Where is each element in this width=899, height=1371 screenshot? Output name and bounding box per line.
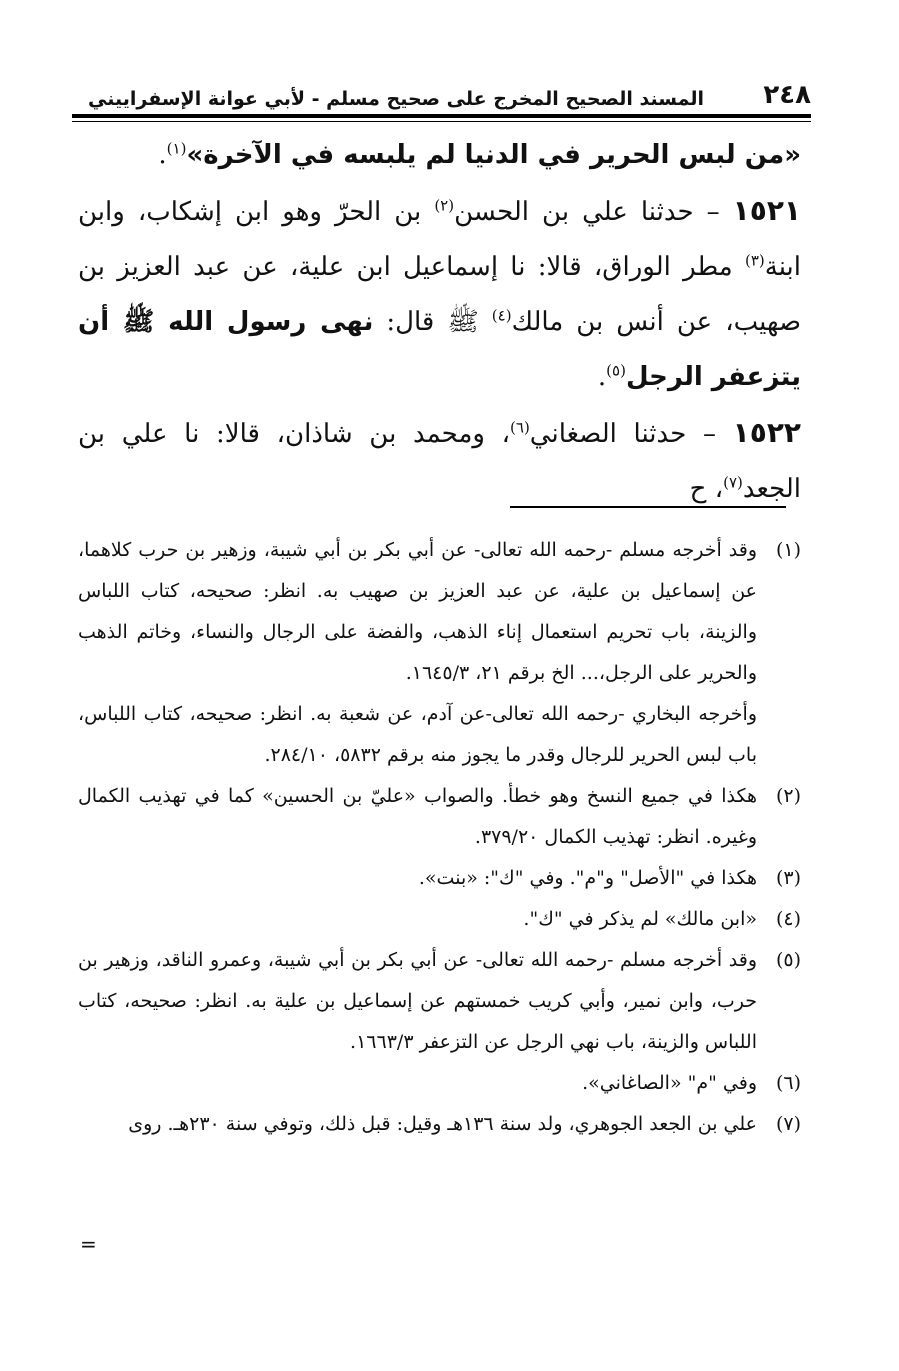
footnote-text: «ابن مالك» لم يذكر في "ك". xyxy=(523,908,757,930)
hadith-1521-chain-c: مطر الوراق، قالا: نا إسماعيل ابن علية، عن عبد العزيز بن صهيب، عن أنس بن مالك xyxy=(78,252,802,337)
hadith-quote: «من لبس الحرير في الدنيا لم يلبسه في الآخرة» xyxy=(186,140,801,170)
hadith-number-1521: ١٥٢١ xyxy=(732,194,801,227)
footnote-text: وقد أخرجه مسلم -رحمه الله تعالى- عن أبي بكر بن أبي شيبة، وزهير بن حرب كلاهما، عن إسماعيل بن علية، عن عبد العزيز بن صهيب به. انظر: صحيحه، كتاب اللباس والزينة، باب تحريم استعمال إناء الذهب، والفضة على الرجال والنساء، وخاتم الذهب والحرير على الرجل،... الخ برقم ٢١، ١٦٤٥/٣. xyxy=(78,539,757,684)
footnote-ref-4: (٤) xyxy=(491,306,512,325)
footnote-text: هكذا في "الأصل" و"م". وفي "ك": «بنت». xyxy=(418,867,757,889)
header-rule-thin xyxy=(72,121,811,122)
hadith-number-1522: ١٥٢٢ xyxy=(732,416,801,449)
header-rule-thick xyxy=(72,114,811,118)
footnote-label: (٤) xyxy=(775,908,801,930)
footnote-ref-1: (١) xyxy=(166,139,187,158)
footnote-text: علي بن الجعد الجوهري، ولد سنة ١٣٦هـ وقيل: قبل ذلك، وتوفي سنة ٢٣٠هـ. روى xyxy=(128,1113,757,1135)
page-header xyxy=(88,70,811,110)
hadith-1521-chain-a: – حدثنا علي بن الحسن xyxy=(454,197,720,227)
footnote-label: (٦) xyxy=(775,1072,801,1094)
footnote-ref-6: (٦) xyxy=(510,418,530,437)
period: . xyxy=(597,362,607,392)
footnote-text: هكذا في جميع النسخ وهو خطأ. والصواب «عليّ بن الحسين» كما في تهذيب الكمال وغيره. انظر: تهذيب الكمال ٣٧٩/٢٠. xyxy=(78,785,757,848)
footnote-1 xyxy=(78,530,801,694)
hadith-1521-chain-b: بن الحرّ وهو ابن إشكاب، وابن ابنة xyxy=(78,197,801,282)
hadith-1522-chain-c: ، ح xyxy=(689,474,724,504)
period: . xyxy=(158,140,167,170)
footnote-2 xyxy=(78,776,801,858)
footnote-label: (٧) xyxy=(775,1113,801,1135)
footnote-text: وفي "م" «الصاغاني». xyxy=(582,1072,757,1094)
running-title: المسند الصحيح المخرج على صحيح مسلم - لأبي عوانة الإسفراييني xyxy=(88,88,704,110)
footnote-text: وقد أخرجه مسلم -رحمه الله تعالى- عن أبي بكر بن أبي شيبة، وعمرو الناقد، وزهير بن حرب، وابن نمير، وأبي كريب خمستهم عن إسماعيل بن علية به. انظر: صحيحه، كتاب اللباس والزينة، باب نهي الرجل عن التزعفر ١٦٦٣/٣. xyxy=(78,949,757,1053)
footnote-5 xyxy=(78,940,801,1063)
main-text xyxy=(78,128,801,517)
hadith-1521 xyxy=(78,183,801,405)
footnote-label: (٣) xyxy=(775,867,801,889)
footnote-3 xyxy=(78,858,801,899)
footnote-ref-2: (٢) xyxy=(434,196,455,215)
footnote-ref-5: (٥) xyxy=(606,361,626,380)
footnote-1-continuation xyxy=(78,694,801,776)
hadith-1521-chain-d: ﷺ قال: xyxy=(373,307,492,337)
footnote-7 xyxy=(78,1104,801,1145)
footnote-ref-3: (٣) xyxy=(744,251,765,270)
hadith-1522-chain-b: ، ومحمد بن شاذان، قالا: نا علي بن الجعد xyxy=(78,419,801,504)
footnote-separator xyxy=(510,506,786,508)
continuation-mark: = xyxy=(80,1232,97,1256)
page-number: ٢٤٨ xyxy=(763,80,811,110)
footnote-ref-7: (٧) xyxy=(723,473,743,492)
hadith-1522 xyxy=(78,405,801,517)
footnote-4 xyxy=(78,899,801,940)
hadith-1521-matn: نهى رسول الله ﷺ أن يتزعفر الرجل xyxy=(78,307,801,392)
footnote-label: (٥) xyxy=(775,949,801,971)
footnote-text: وأخرجه البخاري -رحمه الله تعالى-عن آدم، عن شعبة به. انظر: صحيحه، كتاب اللباس، باب لبس الحرير للرجال وقدر ما يجوز منه برقم ٥٨٣٢، ٢٨٤/١٠. xyxy=(78,703,757,766)
hadith-1522-chain-a: – حدثنا الصغاني xyxy=(529,419,716,449)
footnotes xyxy=(78,530,801,1145)
footnote-label: (٢) xyxy=(775,785,801,807)
hadith-ending-paragraph xyxy=(78,128,801,183)
footnote-label: (١) xyxy=(775,539,801,561)
footnote-6 xyxy=(78,1063,801,1104)
